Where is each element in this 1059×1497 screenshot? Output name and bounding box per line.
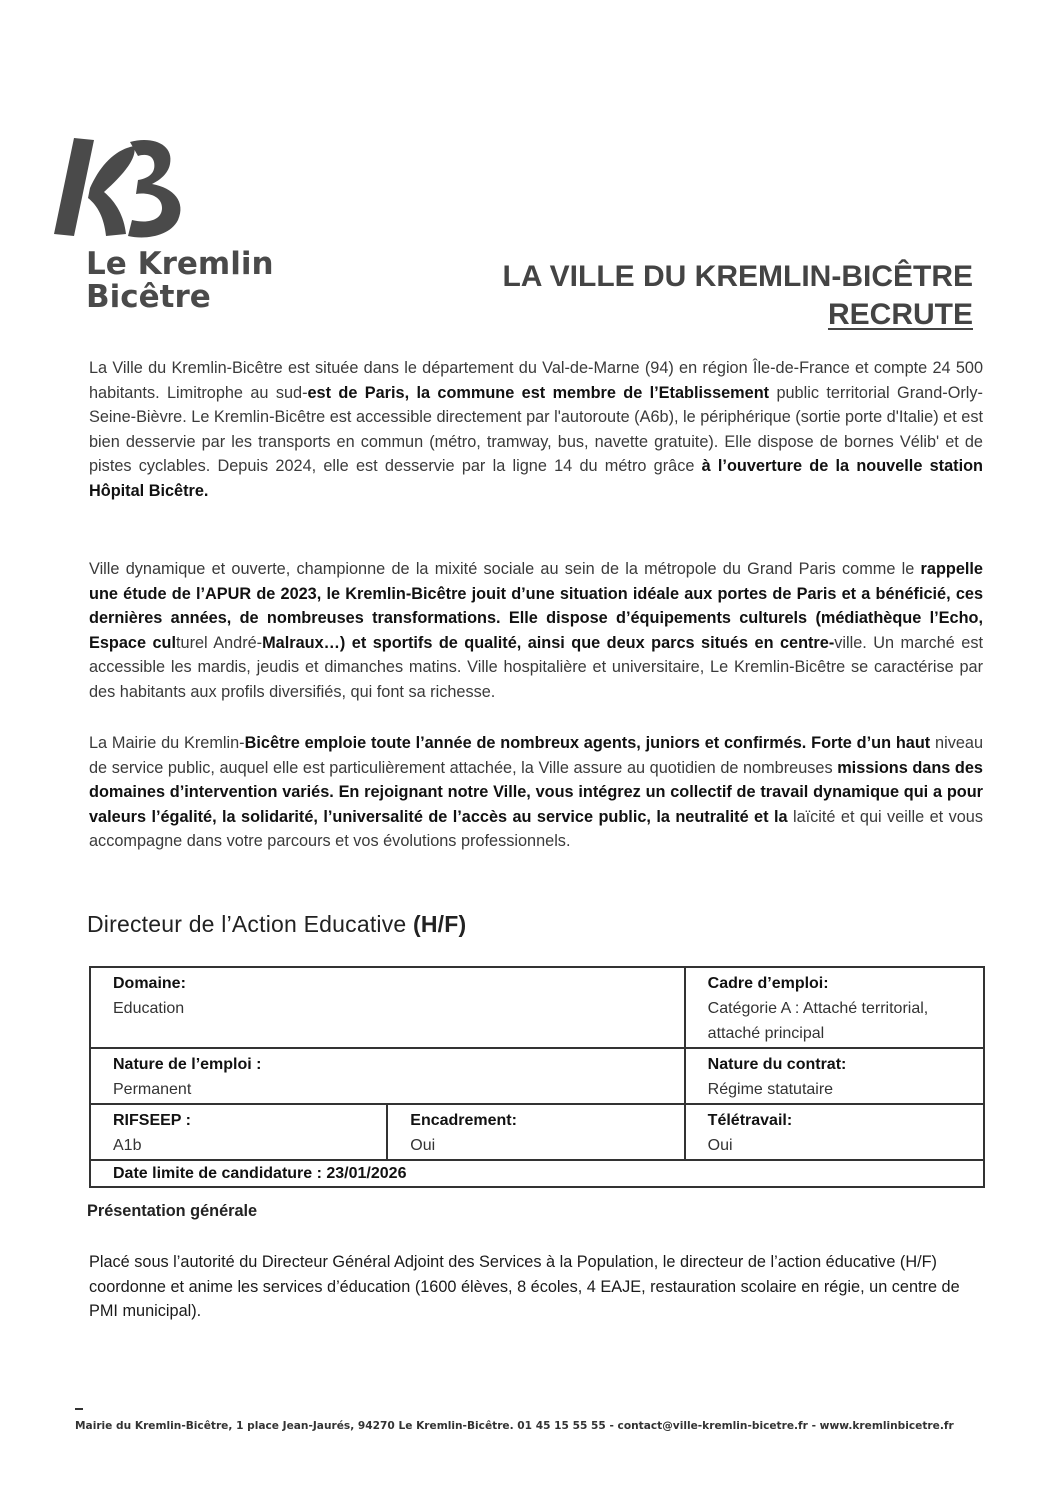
cell-value: Oui xyxy=(410,1137,436,1154)
table-row xyxy=(90,1160,984,1187)
cell-value: Oui xyxy=(707,1137,733,1154)
text-run: public territorial Grand-Orly-Seine-Bièvre. Le Kremlin-Bicêtre est accessible directement par l'autoroute (A6b), le périphérique (sortie porte d'Italie) et est bien desservie par les transports en commun (métro, tramway, bus, navette gratuite). Elle dispose de bornes Vélib' et de pistes cyclables. Depuis 2024, elle est desservie par la ligne 14 du métro grâce xyxy=(89,383,983,476)
footer-divider xyxy=(75,1408,83,1410)
cell-value: A1b xyxy=(113,1137,142,1154)
cell-label: Nature du contrat: xyxy=(707,1056,847,1073)
cell-value: Régime statutaire xyxy=(707,1081,834,1098)
text-run: Ville dynamique et ouverte, championne de la mixité sociale au sein de la métropole du Grand Paris comme le xyxy=(89,560,921,578)
table-row xyxy=(90,1104,984,1160)
cell-value: Catégorie A : Attaché territorial, attaché principal xyxy=(707,1000,929,1042)
cell-label: Encadrement: xyxy=(410,1112,517,1129)
kb-monogram-icon xyxy=(52,136,192,246)
job-info-table xyxy=(89,966,985,1188)
intro-paragraph-1 xyxy=(89,356,983,504)
intro-paragraph-2 xyxy=(89,557,983,705)
text-run: La Mairie du Kremlin- xyxy=(89,734,245,752)
logo-line-1: Le Kremlin xyxy=(86,246,274,282)
cell-date-limite xyxy=(90,1160,984,1187)
cell-cadre-emploi xyxy=(685,967,984,1048)
logo-line-2: Bicêtre xyxy=(86,279,211,315)
table-row xyxy=(90,967,984,1048)
footer-contact: Mairie du Kremlin-Bicêtre, 1 place Jean-Jaurés, 94270 Le Kremlin-Bicêtre. 01 45 15 55 55 - contact@ville-kremlin-bicetre.fr - www.kremlinbicetre.fr xyxy=(75,1420,954,1432)
deadline-text: Date limite de candidature : 23/01/2026 xyxy=(113,1165,407,1182)
section-title-presentation: Présentation générale xyxy=(87,1202,258,1220)
cell-label: RIFSEEP : xyxy=(113,1112,191,1129)
page-headline xyxy=(502,258,973,334)
cell-encadrement xyxy=(387,1104,684,1160)
text-run: laïcité et qui veille et vous accompagne dans votre parcours et vos évolutions professionnels. xyxy=(89,807,983,851)
text-run-emphasis: Bicêtre emploie toute l’année de nombreux agents, juniors et confirmés. Forte d’un haut xyxy=(244,734,931,752)
intro-paragraph-3 xyxy=(89,731,983,854)
presentation-paragraph: Placé sous l’autorité du Directeur Général Adjoint des Services à la Population, le directeur de l’action éducative (H/F) coordonne et anime les services d’éducation (1600 élèves, 8 écoles, 4 EAJE, restauration scolaire en régie, un centre de PMI municipal). xyxy=(89,1253,960,1321)
cell-label: Télétravail: xyxy=(707,1112,793,1129)
table-row xyxy=(90,1048,984,1104)
city-logo xyxy=(52,136,282,316)
cell-teletravail xyxy=(685,1104,984,1160)
cell-label: Cadre d’emploi: xyxy=(707,975,829,992)
cell-nature-emploi xyxy=(90,1048,685,1104)
text-run-emphasis: missions dans des domaines d’intervention variés. En rejoignant notre Ville, vous intégrez un collectif de travail dynamique qui a pour valeurs l’égalité, la solidarité, l’universalité de l’accès au service public, la neutralité et la xyxy=(89,758,983,826)
cell-value: Permanent xyxy=(113,1081,192,1098)
job-title xyxy=(87,911,466,938)
text-run-emphasis: est de Paris, la commune est membre de l’Etablissement xyxy=(307,383,770,402)
cell-label: Domaine: xyxy=(113,975,186,992)
cell-rifseep xyxy=(90,1104,387,1160)
text-run-emphasis: à l’ouverture de la nouvelle station Hôpital Bicêtre. xyxy=(89,457,983,500)
logo-wordmark xyxy=(86,248,274,314)
text-run-emphasis: Malraux…) et sportifs de qualité, ainsi que deux parcs situés en centre- xyxy=(262,633,835,652)
cell-label: Nature de l’emploi : xyxy=(113,1056,262,1073)
text-run: niveau de service public, auquel elle est particulièrement attachée, la Ville assure au quotidien de nombreuses xyxy=(89,734,983,777)
text-run: La Ville du Kremlin-Bicêtre est située dans le département du Val-de-Marne (94) en région Île-de-France et compte 24 500 habitants. Limitrophe au sud- xyxy=(89,359,983,402)
cell-domaine xyxy=(90,967,685,1048)
cell-value: Education xyxy=(113,1000,185,1017)
text-run: turel André- xyxy=(176,633,263,652)
headline-recrute: RECRUTE xyxy=(827,298,973,331)
text-run-emphasis: rappelle une étude de l’APUR de 2023, le Kremlin-Bicêtre jouit d’une situation idéale aux portes de Paris et a bénéficié, ces dernières années, de nombreuses transformations. Elle dispose d’équipements culturels (médiathèque l’Echo, Espace cul xyxy=(89,560,983,652)
job-title-suffix: (H/F) xyxy=(413,911,467,937)
headline-line-1: LA VILLE DU KREMLIN-BICÊTRE xyxy=(502,260,973,293)
text-run: ville. Un marché est accessible les mardis, jeudis et dimanches matins. Ville hospitalière et universitaire, Le Kremlin-Bicêtre se caractérise par des habitants aux profils diversifiés, qui font sa richesse. xyxy=(89,633,983,701)
cell-nature-contrat xyxy=(685,1048,984,1104)
job-title-main: Directeur de l’Action Educative xyxy=(87,911,413,937)
